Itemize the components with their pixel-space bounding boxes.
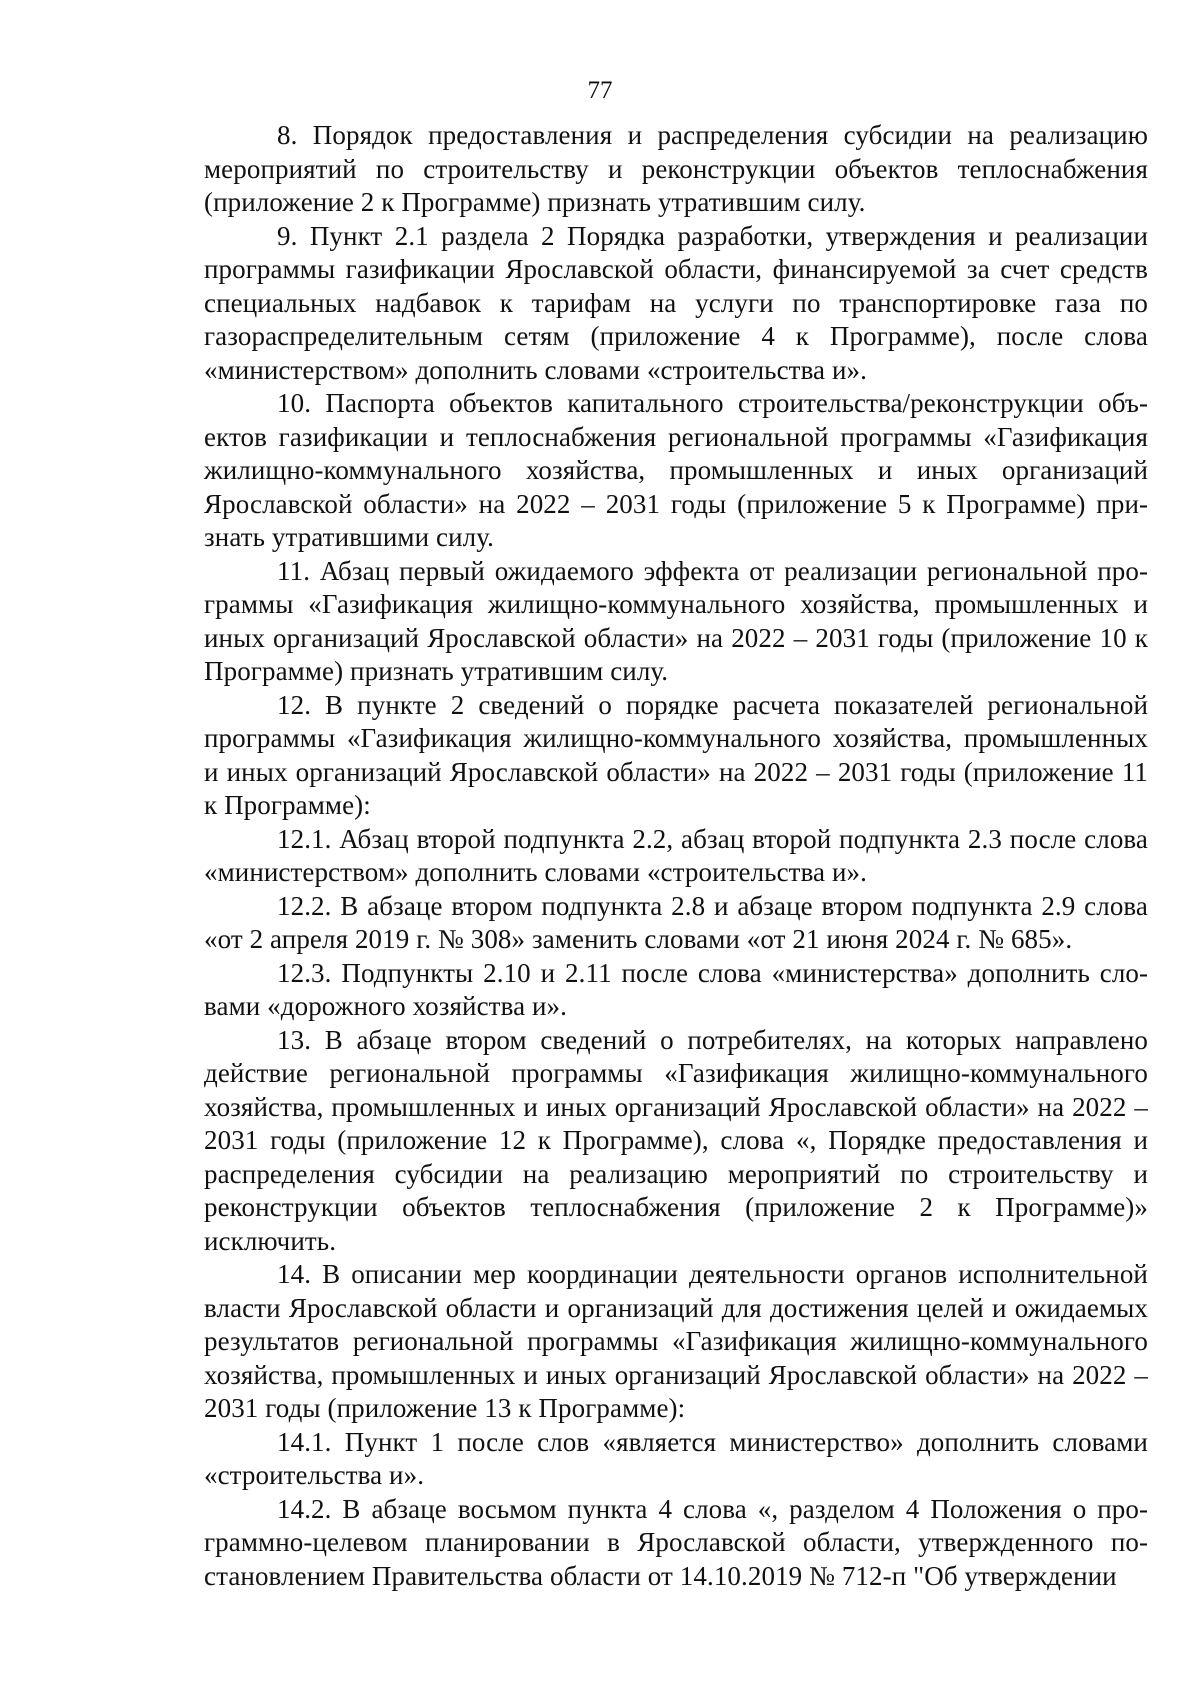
document-body (204, 119, 1148, 1593)
paragraph-14-1: 14.1. Пункт 1 после слов «является министерство» дополнить словами «строительства и». (204, 1426, 1148, 1490)
paragraph-11: 11. Абзац первый ожидаемого эффекта от реализации региональной программы «Газификация жилищно-коммунального хозяйства, промышленных и иных организаций Ярославской области» на 2022 – 2031 годы (приложение 10 к Программе) признать утратившим силу. (204, 555, 1148, 686)
paragraph-14: 14. В описании мер координации деятельности органов исполнительной власти Ярославской области и организаций для достижения целей и ожидаемых результатов региональной программы «Газификация жилищно-коммунального хозяйства, промышленных и иных организаций Ярославской области» на 2022 – 2031 годы (приложение 13 к Программе): (204, 1259, 1148, 1423)
paragraph-12-3: 12.3. Подпункты 2.10 и 2.11 после слова «министерства» дополнить словами «дорожного хозяйства и». (204, 957, 1148, 1021)
paragraph-9: 9. Пункт 2.1 раздела 2 Порядка разработки, утверждения и реализации программы газификации Ярославской области, финансируемой за счет средств специальных надбавок к тарифам на услуги по транспортировке газа по газораспределительным сетям (приложение 4 к Программе), после слова «министерством» дополнить словами «строительства и». (204, 220, 1148, 385)
paragraph-10: 10. Паспорта объектов капитального строительства/реконструкции объектов газификации и теплоснабжения региональной программы «Газификация жилищно-коммунального хозяйства, промышленных и иных организаций Ярославской области» на 2022 – 2031 годы (приложение 5 к Программе) признать утратившими силу. (204, 388, 1148, 552)
paragraph-8: 8. Порядок предоставления и распределения субсидии на реализацию мероприятий по строительству и реконструкции объектов теплоснабжения (приложение 2 к Программе) признать утратившим силу. (204, 120, 1148, 217)
paragraph-12-1: 12.1. Абзац второй подпункта 2.2, абзац второй подпункта 2.3 после слова «министерством» дополнить словами «строительства и». (204, 823, 1148, 887)
paragraph-12-2: 12.2. В абзаце втором подпункта 2.8 и абзаце втором подпункта 2.9 слова «от 2 апреля 2019 г. № 308» заменить словами «от 21 июня 2024 г. № 685». (204, 890, 1148, 954)
paragraph-12: 12. В пункте 2 сведений о порядке расчета показателей региональной программы «Газификация жилищно-коммунального хозяйства, промышленных и иных организаций Ярославской области» на 2022 – 2031 годы (приложение 11 к Программе): (204, 689, 1148, 820)
page-number: 77 (587, 77, 613, 104)
paragraph-14-2: 14.2. В абзаце восьмом пункта 4 слова «, разделом 4 Положения о программно-целевом планировании в Ярославской области, утвержденного постановлением Правительства области от 14.10.2019 № 712-п "Об утверждении (204, 1493, 1148, 1591)
paragraph-13: 13. В абзаце втором сведений о потребителях, на которых направлено действие региональной программы «Газификация жилищно-коммунального хозяйства, промышленных и иных организаций Ярославской области» на 2022 – 2031 годы (приложение 12 к Программе), слова «, Порядке предоставления и распределения субсидии на реализацию мероприятий по строительству и реконструкции объектов теплоснабжения (приложение 2 к Программе)» исключить. (204, 1024, 1148, 1256)
